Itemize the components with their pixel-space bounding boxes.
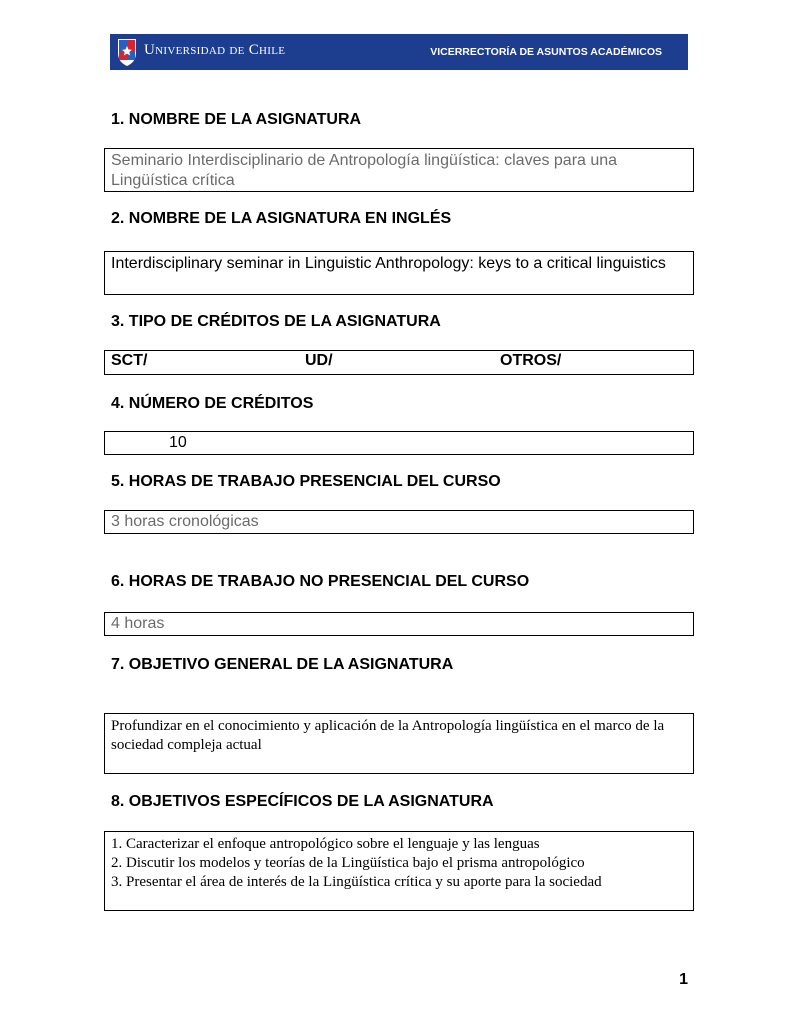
section-6-box: [104, 612, 694, 636]
section-8-box: [104, 831, 694, 911]
section-5-heading: 5. HORAS DE TRABAJO PRESENCIAL DEL CURSO: [111, 473, 501, 490]
section-1-box: [104, 148, 694, 192]
section-6-value: 4 horas: [111, 615, 165, 632]
section-7-heading: 7. OBJETIVO GENERAL DE LA ASIGNATURA: [111, 656, 454, 673]
section-4-heading: 4. NÚMERO DE CRÉDITOS: [111, 395, 314, 412]
section-8-heading: 8. OBJETIVOS ESPECÍFICOS DE LA ASIGNATURA: [111, 793, 494, 810]
section-4-box: [104, 431, 694, 455]
section-1-value: Seminario Interdisciplinario de Antropología lingüística: claves para una Lingüística crítica: [111, 152, 618, 189]
section-3-box: [104, 350, 694, 375]
section-6-heading: 6. HORAS DE TRABAJO NO PRESENCIAL DEL CURSO: [111, 573, 530, 590]
credit-type-ud: UD/: [305, 352, 333, 369]
section-8-list: [105, 832, 693, 895]
header-banner: [110, 34, 688, 70]
section-1-heading: 1. NOMBRE DE LA ASIGNATURA: [111, 111, 362, 128]
section-3-heading: 3. TIPO DE CRÉDITOS DE LA ASIGNATURA: [111, 313, 441, 330]
section-7-value: Profundizar en el conocimiento y aplicación de la Antropología lingüística en el marco de la sociedad compleja actual: [111, 718, 665, 753]
credit-type-otros: OTROS/: [500, 352, 562, 369]
section-7-box: [104, 713, 694, 774]
university-name: Universidad de Chile: [144, 42, 286, 58]
objective-item-3: 3. Presentar el área de interés de la Lingüística crítica y su aporte para la sociedad: [111, 874, 602, 890]
section-5-value: 3 horas cronológicas: [111, 513, 259, 530]
section-2-value: Interdisciplinary seminar in Linguistic Anthropology: keys to a critical linguistics: [111, 255, 666, 272]
section-4-value: 10: [169, 434, 187, 451]
section-5-box: [104, 510, 694, 534]
university-crest-icon: [116, 37, 138, 67]
objective-item-2: 2. Discutir los modelos y teorías de la Lingüística bajo el prisma antropológico: [111, 855, 585, 871]
objective-item-1: 1. Caracterizar el enfoque antropológico sobre el lenguaje y las lenguas: [111, 836, 540, 852]
section-2-box: [104, 251, 694, 295]
credit-type-sct: SCT/: [111, 352, 148, 369]
page-number: 1: [679, 971, 688, 988]
section-2-heading: 2. NOMBRE DE LA ASIGNATURA EN INGLÉS: [111, 210, 452, 227]
vicerrectoria-label: VICERRECTORÍA DE ASUNTOS ACADÉMICOS: [430, 46, 662, 58]
